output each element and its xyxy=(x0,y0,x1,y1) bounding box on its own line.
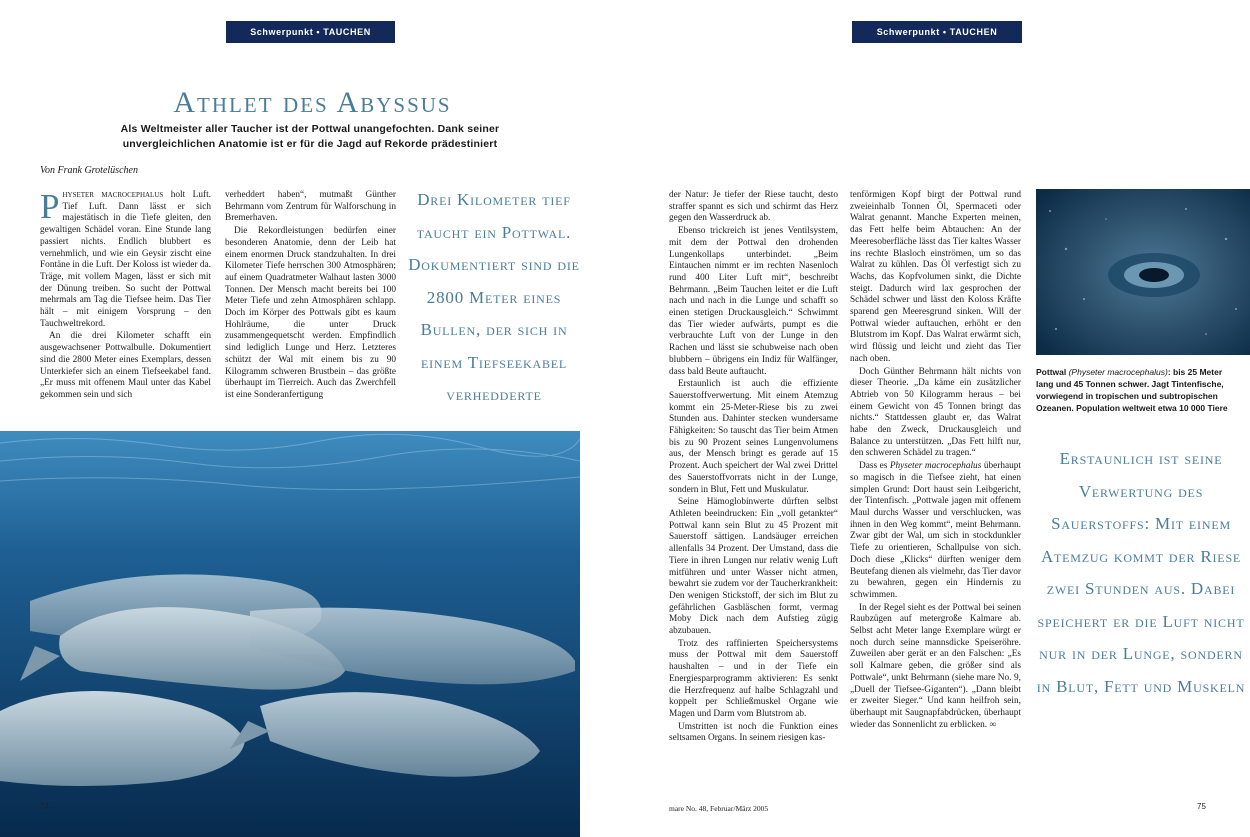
article-deck: Als Weltmeister aller Taucher ist der Pottwal unangefochten. Dank seiner unvergleichlichen Anatomie ist er für die Jagd auf Rekorde prädestiniert xyxy=(120,123,500,150)
text-run: Dass es xyxy=(859,461,890,472)
caption-text: : bis 25 Meter lang und 45 Tonnen schwer. Jagt Tintenfische, vorwiegend in tropischen und subtropischen Ozeanen. Population weltweit etwa 10 000 Tiere xyxy=(1036,367,1228,413)
pull-quote: Erstaunlich ist seine Verwertung des Sauerstoffs: Mit einem Atemzug kommt der Riese zwei Stunden aus. Dabei speichert er die Luft nicht nur in der Lunge, sondern in Blut, Fett und Muskeln xyxy=(1036,449,1246,696)
issue-footer: mare No. 48, Februar/März 2005 xyxy=(669,804,769,813)
paragraph: Erstaunlich ist auch die effiziente Sauerstoffverwertung. Mit einem Atemzug kommt ein 25-Meter-Riese bis zu zwei Stunden aus. Dahinter stecken wundersame Fähigkeiten: So tauscht das Tier beim Atmen bis zu 90 Prozent seines Lungenvolumens aus, der Mensch bringt es gerade auf 15 Prozent. Auch speichert der Wal zwei Drittel des Sauerstoffvorrats nicht in der Lunge, sondern in Blut, Fett und Muskulatur. xyxy=(669,379,838,495)
paragraph: Doch Günther Behrmann hält nichts von dieser Theorie. „Da käme ein zusätzlicher Abtrieb von 50 Kilogramm heraus – bei einem Gewicht von 45 Tonnen bringt das nichts.“ Stattdessen glaubt er, das Walrat habe den Zweck, Druckausgleich und Balance zu unterstützen. „Das Fett hilft nur, den schweren Schädel zu tragen.“ xyxy=(850,366,1021,459)
lead-text: holt Luft. Tief Luft. Dann lässt er sich majestätisch in die Tiefe gleiten, den gewaltigen Schädel voran. Eine Stunde lang passiert nichts. Endlich blubbert es vernehmlich, und wie ein Geysir zischt eine Fontäne in die Luft. Der Koloss ist wieder da. Träge, mit vollem Magen, lässt er sich mit der Dünung treiben. So sucht der Pottwal mehrmals am Tag die Tiefsee heim. Das Tier hält – mit einigem Vorsprung – den Tauchweltrekord. xyxy=(40,190,211,329)
species-name: Physeter macrocephalus xyxy=(889,461,982,472)
whales-underwater-photo xyxy=(0,431,580,837)
lead-small-caps: hyseter macrocephalus xyxy=(62,190,164,200)
left-column-1 xyxy=(40,187,211,403)
paragraph: Seine Hämoglobinwerte dürften selbst Athleten beeindrucken: Ein „voll getankter“ Pottwal kann sein Blut zu 45 Prozent mit Sauerstoff sättigen. Landsäuger erreichen allenfalls 34 Prozent. Der Umstand, dass die Tiere in ihren Lungen nur relativ wenig Luft mitführen und unter Wasser nicht atmen, bewahrt sie zudem vor der Taucherkrankheit: Den wenigen Stickstoff, der sich im Blut zu gefährlichen Gasbläschen formt, vermag Moby Dick nach dem Aufstieg zügig abzubauen. xyxy=(669,497,838,637)
paragraph xyxy=(40,187,211,330)
left-column-2 xyxy=(225,190,396,403)
whale-eye-photo xyxy=(1036,189,1250,355)
whales-illustration xyxy=(0,431,580,837)
text-run: überhaupt so magisch in die Tiefsee zieht, hat einen simplen Grund: Dort haust sein Leibgericht, der Tintenfisch. „Pottwale jagen mit offenem Maul durchs Wasser und verschlucken, was ihnen in den Weg kommt“, meint Behrmann. Zwar gibt der Wal, um sich in stockdunkler Tiefe zu orientieren, Schallpulse von sich. Doch diese „Klicks“ dürften weniger dem Beutefang dienen als vielmehr, das Tier davor zu bewahren, gegen ein Hindernis zu schwimmen. xyxy=(850,461,1021,600)
right-page xyxy=(625,0,1250,837)
page-number: 74 xyxy=(40,802,49,811)
paragraph: Trotz des raffinierten Speichersystems muss der Pottwal mit dem Sauerstoff haushalten – und in der Tiefe ein Energiesparprogramm aktivieren: Es senkt die Herzfrequenz auf halbe Schlagzahl und koppelt per Schließmuskel Organe wie Magen und Darm vom Blutstrom ab. xyxy=(669,638,838,719)
whale-eye-illustration xyxy=(1036,189,1250,355)
paragraph: Ebenso trickreich ist jenes Ventilsystem, mit dem der Pottwal den drohenden Lungenkollaps unterbindet. „Beim Eintauchen nimmt er im rechten Nasenloch rund 400 Liter Luft mit“, beschreibt Behrmann. „Beim Tauchen leitet er die Luft nach und nach in die Lunge und schafft so einen stetigen Druckausgleich.“ Schwimmt das Tier wieder aufwärts, pumpt es die verbrauchte Luft von der Lunge in den Rachen und lässt sie schubweise nach oben blubbern – übrigens ein Indiz für Walfänger, dass bald Beute auftaucht. xyxy=(669,226,838,377)
paragraph: der Natur: Je tiefer der Riese taucht, desto straffer spannt es sich und schirmt das Herz gegen den Wasserdruck ab. xyxy=(669,190,838,224)
byline: Von Frank Grotelüschen xyxy=(40,165,138,176)
paragraph: Die Rekordleistungen bedürfen einer besonderen Anatomie, denn der Leib hat einem enormen Druck standzuhalten. In drei Kilometer Tiefe herrschen 300 Atmosphären; auf einem Quadratmeter Walhaut lasten 3000 Tonnen. Der Mensch macht bereits bei 100 Meter Tiefe und zehn Atmosphären schlapp. Doch im Körper des Pottwals gibt es kaum Hohlräume, die unter Druck zusammengequetscht werden. Empfindlich sind lediglich Lunge und Herz. Letzteres schützt der Wal mit einem bis zu 90 Kilogramm schweren Brustbein – das größte überhaupt im Tierreich. Auch das Zwerchfell ist eine Sonderanfertigung xyxy=(225,226,396,400)
paragraph: tenförmigen Kopf birgt der Pottwal rund zweieinhalb Tonnen Öl, Spermaceti oder Walrat genannt. Manche Experten meinen, das Fett helfe beim Abtauchen: An der Meeresoberfläche lässt das Tier kaltes Wasser ins rechte Blasloch einströmen, um so das Walrat zu kühlen. Das Öl verfestigt sich zu Wachs, das Kopfvolumen sinkt, die Dichte steigt. Dadurch wird lax gesprochen der Schädel schwer und lässt den Koloss Kräfte sparend gen Meeresgrund sinken. Will der Pottwal wieder auftauchen, erhöht er den Blutstrom im Kopf. Das Walrat erwärmt sich, wird flüssig und leicht und zieht das Tier nach oben. xyxy=(850,190,1021,364)
section-tag: Schwerpunkt • TAUCHEN xyxy=(226,21,395,43)
pull-quote: Drei Kilometer tief taucht ein Pottwal. Dokumentiert sind die 2800 Meter eines Bullen, der sich in einem Tiefseekabel verhedderte xyxy=(408,190,580,404)
paragraph xyxy=(850,461,1021,601)
right-column-1 xyxy=(669,190,838,746)
right-column-2 xyxy=(850,190,1021,732)
article-title: Athlet des Abyssus xyxy=(173,86,452,119)
paragraph: An die drei Kilometer schafft ein ausgewachsener Pottwalbulle. Dokumentiert sind die 2800 Meter eines Exemplars, dessen Unterkiefer sich an einem Tiefseekabel fand. „Er muss mit offenem Maul unter das Kabel gekommen sein und sich xyxy=(40,331,211,400)
paragraph: Umstritten ist noch die Funktion eines seltsamen Organs. In seinem riesigen kas- xyxy=(669,721,838,744)
paragraph: verheddert haben“, mutmaßt Günther Behrmann vom Zentrum für Walforschung in Bremerhaven. xyxy=(225,190,396,224)
section-tag: Schwerpunkt • TAUCHEN xyxy=(852,21,1022,43)
caption-label: Pottwal xyxy=(1036,367,1069,377)
photo-caption xyxy=(1036,366,1241,414)
paragraph: In der Regel sieht es der Pottwal bei seinen Raubzügen auf metergroße Kalmare ab. Selbst acht Meter lange Exemplare würgt er noch durch seine mannsdicke Speiseröhre. Zuweilen aber gerät er an den Falschen: „Es soll Kalmare geben, die größer sind als Pottwale“, unkt Behrmann (siehe mare No. 9, „Duell der Tiefsee-Giganten“). „Dann bleibt er zweiter Sieger.“ Und kann heilfroh sein, überhaupt mit Saugnapfabdrücken, überhaupt wieder das Sonnenlicht zu erblicken. ∞ xyxy=(850,602,1021,730)
page-number: 75 xyxy=(1197,802,1206,811)
caption-species: (Physeter macrocephalus) xyxy=(1068,367,1168,377)
drop-cap: P xyxy=(40,187,60,226)
